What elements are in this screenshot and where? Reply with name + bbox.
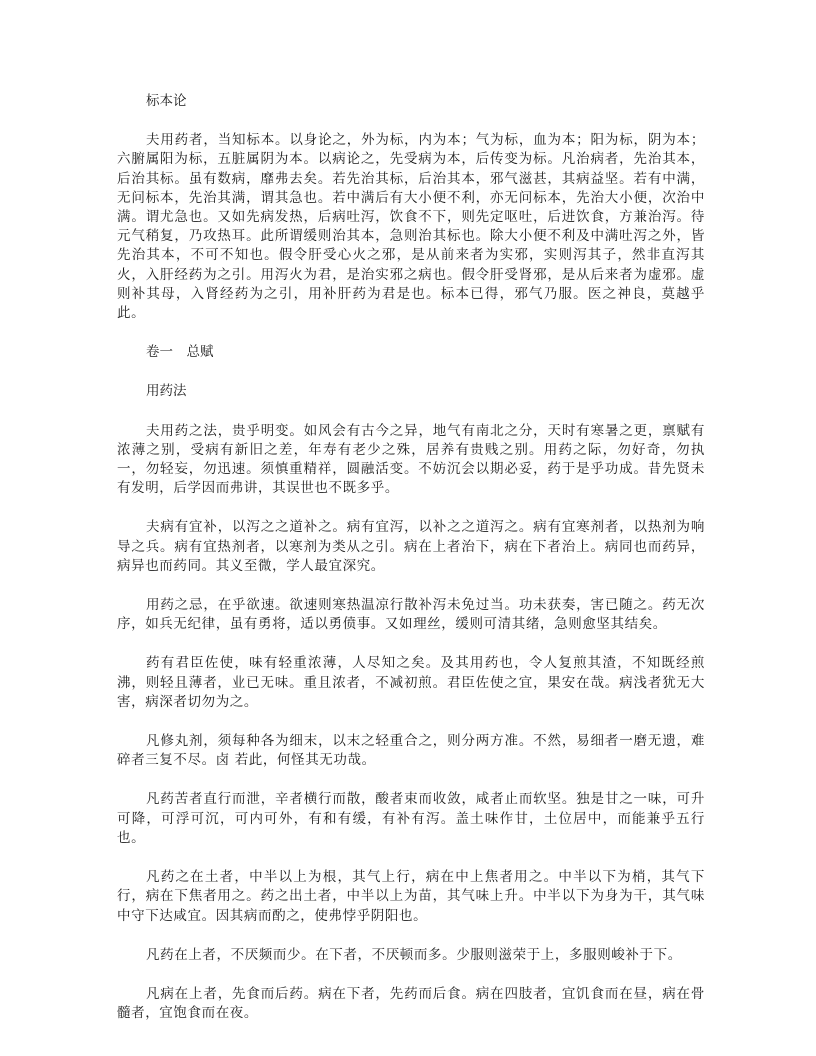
paragraph: 凡修丸剂，须每种各为细末，以末之轻重合之，则分两方准。不然，易细者一磨无遗，难碎者三复不尽。卤 若此，何怪其无功哉。 [117, 733, 705, 769]
paragraph: 夫用药者，当知标本。以身论之，外为标，内为本；气为标，血为本；阳为标，阴为本；六腑属阳为标，五脏属阴为本。以病论之，先受病为本，后传变为标。凡治病者，先治其本，后治其标。虽有数病，靡弗去矣。若先治其标，后治其本，邪气滋甚，其病益坚。若有中满，无问标本，先治其满，谓其急也。若中满后有大小便不利，亦无问标本，先治大小便，次治中满。谓尤急也。又如先病发热，后病吐泻，饮食不下，则先定呕吐，后进饮食，方兼治泻。待元气稍复，乃攻热耳。此所谓缓则治其本，急则治其标也。除大小便不利及中满吐泻之外，皆先治其本，不可不知也。假令肝受心火之邪，是从前来者为实邪，实则泻其子，然非直泻其火，入肝经药为之引。用泻火为君，是治实邪之病也。假令肝受肾邪，是从后来者为虚邪。虚则补其母，入肾经药为之引，用补肝药为君是也。标本已得，邪气乃服。医之神良，莫越乎此。 [117, 132, 705, 322]
volume-title: 卷一 总赋 [146, 344, 214, 361]
paragraph: 凡药在上者，不厌频而少。在下者，不厌顿而多。少服则滋荣于上，多服则峻补于下。 [146, 946, 682, 963]
paragraph: 凡药苦者直行而泄，辛者横行而散，酸者束而收敛，咸者止而软坚。独是甘之一味，可升可降，可浮可沉，可内可外，有和有缓，有补有泻。盖土味作甘，土位居中，而能兼乎五行也。 [117, 791, 705, 846]
document-page [117, 92, 705, 1023]
section-title-yongyaofa: 用药法 [146, 383, 187, 400]
section-title-biaobenlun: 标本论 [146, 93, 187, 109]
paragraph: 夫用药之法，贵乎明变。如风会有古今之异，地气有南北之分，天时有寒暑之更，禀赋有浓薄之别，受病有新旧之差，年寿有老少之殊，居养有贵贱之别。用药之际，勿好奇，勿执一，勿轻妄，勿迅速。须慎重精祥，圆融活变。不妨沉会以期必妥，药于是乎功成。昔先贤未有发明，后学因而弗讲，其误世也不既多乎。 [117, 422, 705, 497]
paragraph: 用药之忌，在乎欲速。欲速则寒热温凉行散补泻未免过当。功未获奏，害已随之。药无次序，如兵无纪律，虽有勇将，适以勇偾事。又如理丝，缓则可清其绪，急则愈坚其结矣。 [117, 597, 705, 633]
paragraph: 药有君臣佐使，味有轻重浓薄，人尽知之矣。及其用药也，令人复煎其渣，不知既经煎沸，则轻且薄者，业已无味。重且浓者，不减初煎。君臣佐使之宜，果安在哉。病浅者犹无大害，病深者切勿为之。 [117, 655, 705, 710]
paragraph: 夫病有宜补，以泻之之道补之。病有宜泻，以补之之道泻之。病有宜寒剂者，以热剂为响导之兵。病有宜热剂者，以寒剂为类从之引。病在上者治下，病在下者治上。病同也而药异，病异也而药同。其义至微，学人最宜深究。 [117, 519, 705, 574]
paragraph: 凡药之在土者，中半以上为根，其气上行，病在中上焦者用之。中半以下为梢，其气下行，病在下焦者用之。药之出土者，中半以上为苗，其气味上升。中半以下为身为干，其气味中守下达咸宜。因其病而酌之，使弗悖乎阴阳也。 [117, 869, 705, 924]
paragraph: 凡病在上者，先食而后药。病在下者，先药而后食。病在四肢者，宜饥食而在昼，病在骨髓者，宜饱食而在夜。 [117, 985, 705, 1022]
